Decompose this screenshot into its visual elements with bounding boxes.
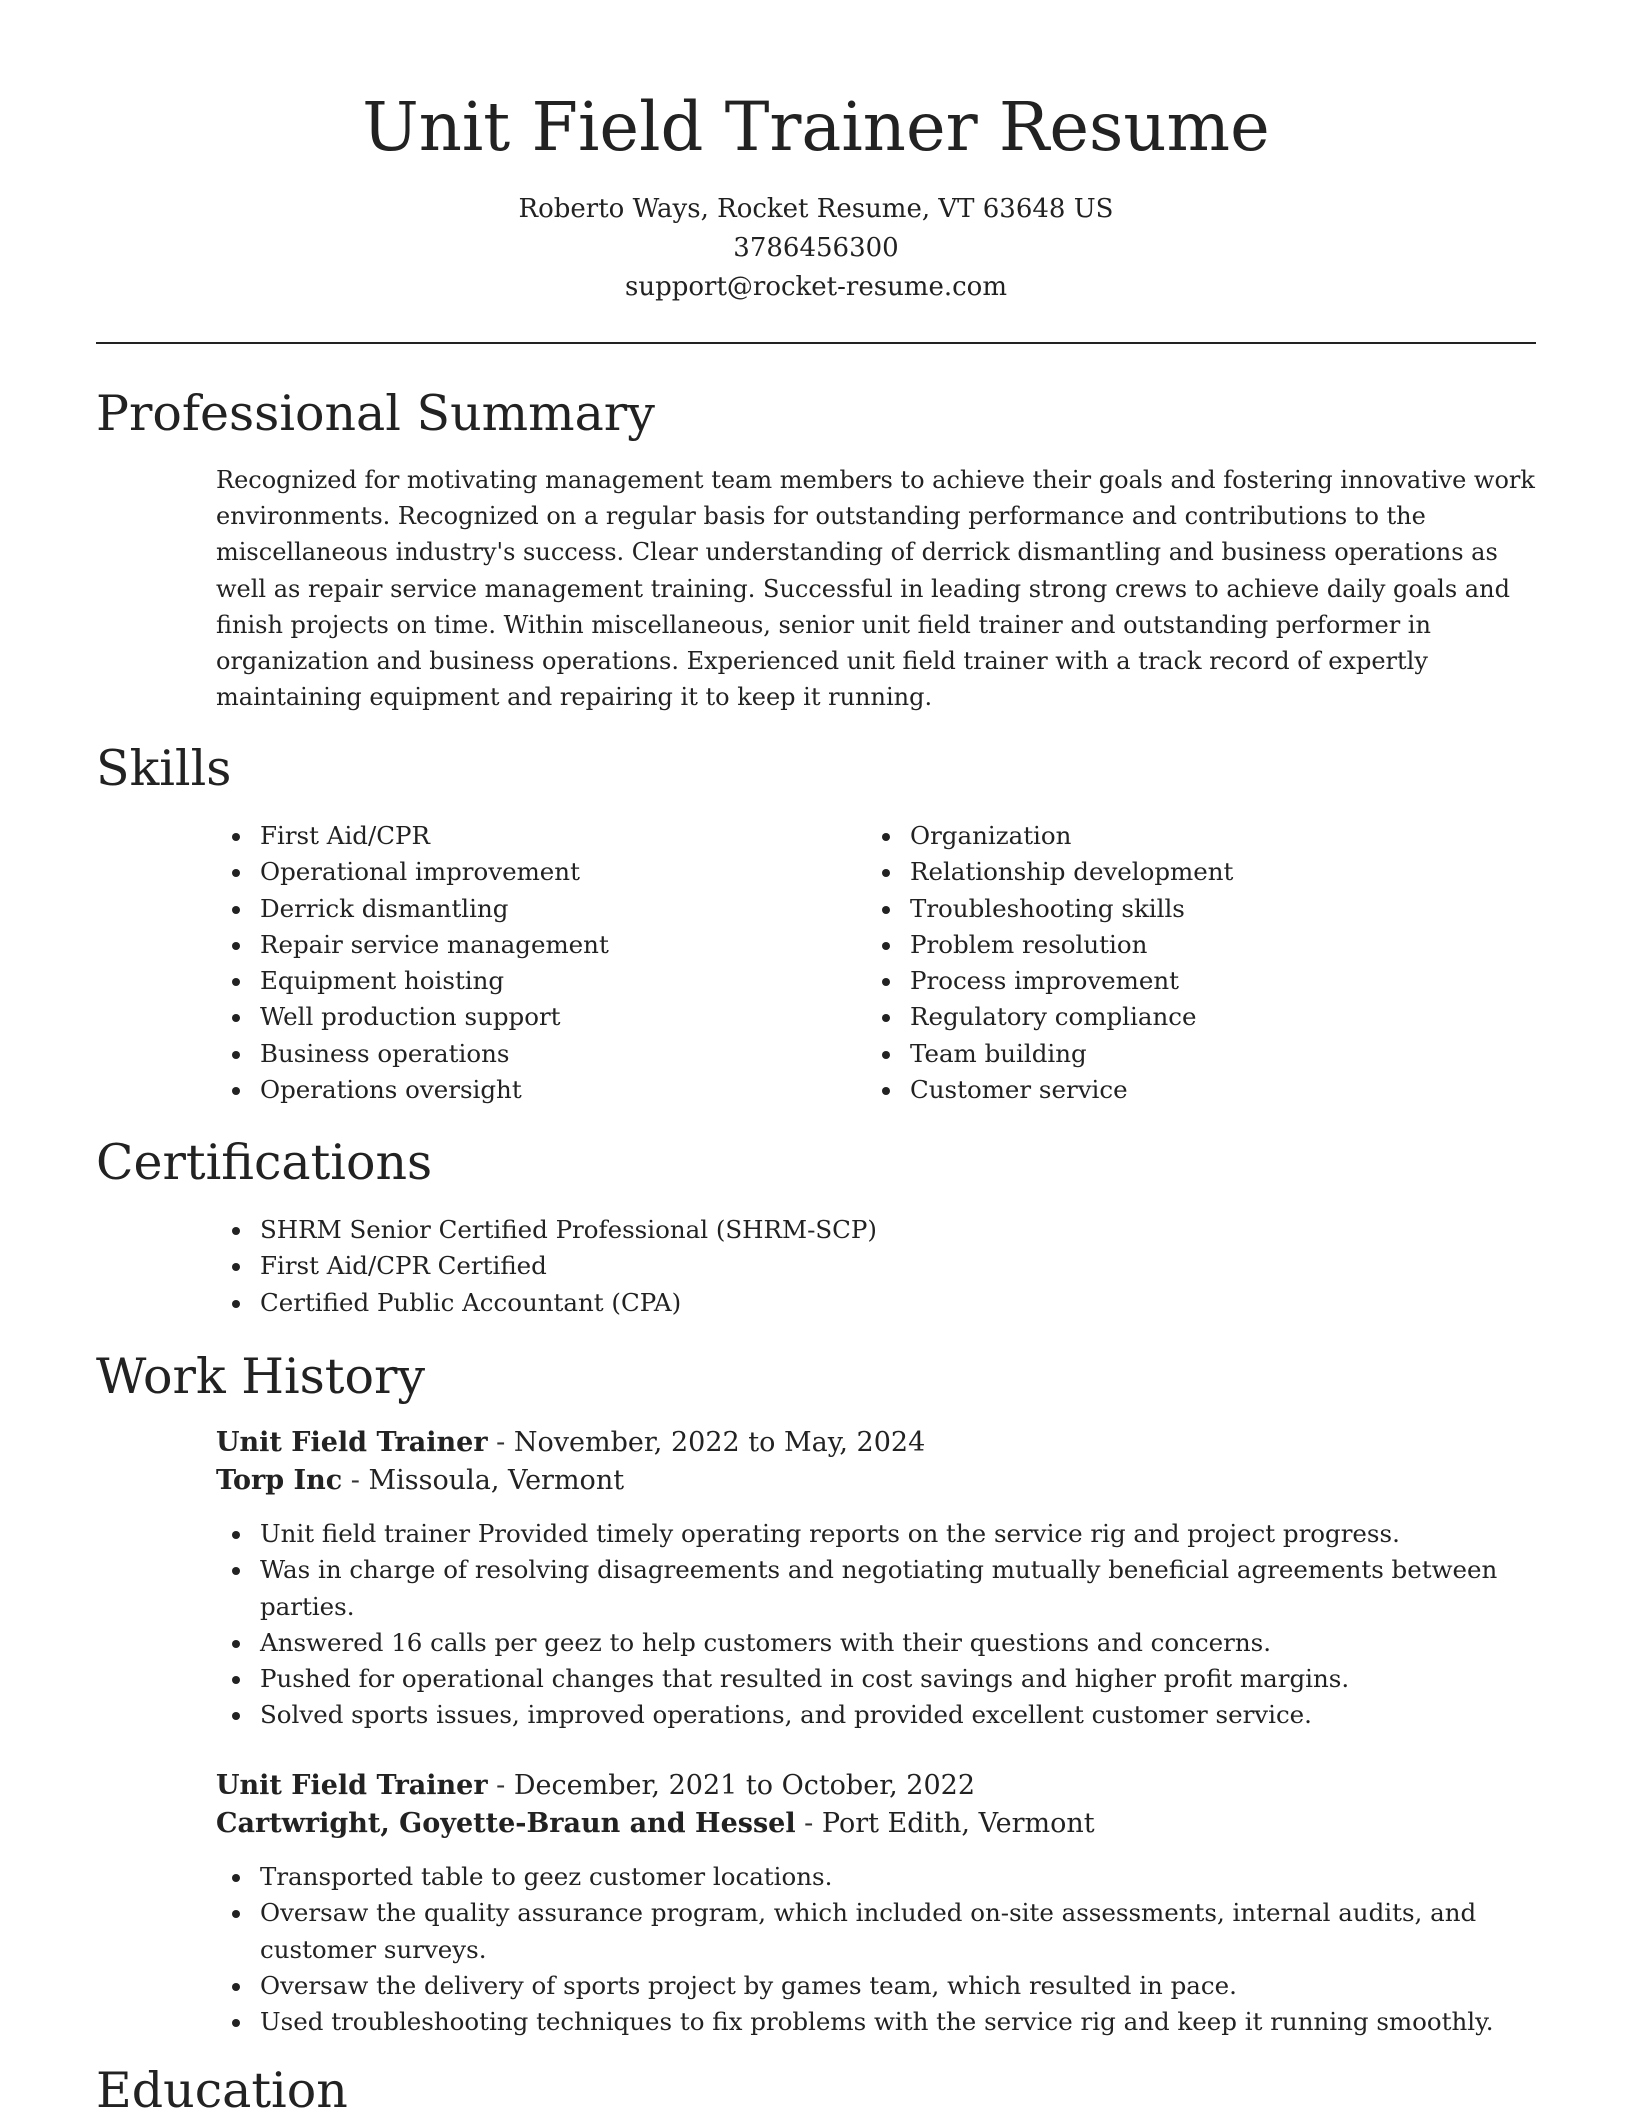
bullet-icon	[882, 942, 890, 950]
resume-header	[0, 84, 1632, 307]
skill-label: Process improvement	[910, 966, 1180, 996]
certification-label: First Aid/CPR Certified	[260, 1251, 547, 1281]
list-item	[216, 1285, 1216, 1321]
bullet-icon	[882, 869, 890, 877]
skill-label: Well production support	[260, 1002, 561, 1032]
skill-label: Operations oversight	[260, 1075, 522, 1105]
bullet-icon	[232, 2019, 240, 2027]
job-title-line	[216, 1767, 1536, 1805]
bullet-icon	[232, 1014, 240, 1022]
job-bullet-text: Unit field trainer Provided timely operating reports on the service rig and project progress.	[260, 1519, 1400, 1548]
contact-email: support@rocket-resume.com	[624, 272, 1007, 302]
job-bullet-text: Was in charge of resolving disagreements and negotiating mutually beneficial agreements between parties.	[260, 1555, 1498, 1621]
certifications-list	[216, 1212, 1216, 1321]
bullet-icon	[882, 1087, 890, 1095]
bullet-icon	[882, 906, 890, 914]
job-company-line	[216, 1805, 1536, 1843]
bullet-icon	[882, 1051, 890, 1059]
summary-heading: Professional Summary	[96, 385, 655, 442]
skill-label: Customer service	[910, 1075, 1128, 1105]
job-dates: November, 2022 to May, 2024	[513, 1427, 926, 1458]
job-company: Cartwright, Goyette-Braun and Hessel	[216, 1808, 796, 1839]
skill-label: Troubleshooting skills	[910, 893, 1185, 923]
certifications-heading: Certifications	[96, 1134, 433, 1191]
certification-label: Certified Public Accountant (CPA)	[260, 1287, 682, 1317]
skill-label: Equipment hoisting	[260, 966, 505, 996]
list-item	[216, 1036, 816, 1072]
list-item	[216, 1661, 1536, 1697]
bullet-icon	[232, 869, 240, 877]
summary-text: Recognized for motivating management team members to achieve their goals and fostering innovative work environments. Recognized on a regular basis for outstanding performance and contributions to the miscellaneous industry's success. Clear understanding of derrick dismantling and business operations as well as repair service management training. Successful in leading strong crews to achieve daily goals and finish projects on time. Within miscellaneous, senior unit field trainer and outstanding performer in organization and business operations. Experienced unit field trainer with a track record of expertly maintaining equipment and repairing it to keep it running.	[216, 466, 1535, 712]
skill-label: Derrick dismantling	[260, 893, 509, 923]
job-bullet-text: Used troubleshooting techniques to fix problems with the service rig and keep it running smoothly.	[260, 2007, 1494, 2037]
list-item	[866, 999, 1486, 1035]
list-item	[216, 1072, 816, 1108]
list-item	[866, 1036, 1486, 1072]
bullet-icon	[232, 906, 240, 914]
job-entry	[216, 1767, 1536, 2040]
contact-block	[0, 190, 1632, 307]
header-divider	[96, 342, 1536, 344]
list-item	[216, 818, 816, 854]
list-item	[216, 927, 816, 963]
list-item	[216, 1516, 1536, 1552]
list-item	[216, 963, 816, 999]
bullet-icon	[232, 1227, 240, 1235]
skill-label: Business operations	[260, 1038, 510, 1068]
list-item	[866, 927, 1486, 963]
job-bullet-text: Transported table to geez customer locations.	[260, 1862, 833, 1891]
list-item	[216, 2004, 1536, 2040]
bullet-icon	[232, 1567, 240, 1575]
job-location: Missoula, Vermont	[368, 1465, 625, 1496]
job-company: Torp Inc	[216, 1465, 343, 1496]
bullet-icon	[232, 833, 240, 841]
skill-label: Organization	[910, 821, 1072, 850]
job-bullets	[216, 1516, 1536, 1734]
list-item	[216, 1248, 1216, 1284]
bullet-icon	[882, 1014, 890, 1022]
skill-label: Repair service management	[260, 929, 609, 959]
bullet-icon	[232, 1712, 240, 1720]
job-bullet-text: Oversaw the delivery of sports project by games team, which resulted in pace.	[260, 1970, 1237, 2000]
skills-list-left	[216, 818, 816, 1108]
list-item	[216, 1552, 1536, 1625]
bullet-icon	[882, 978, 890, 986]
bullet-icon	[232, 978, 240, 986]
list-item	[216, 1895, 1536, 1968]
list-item	[216, 1697, 1536, 1733]
skills-list-right	[866, 818, 1486, 1108]
contact-address: Roberto Ways, Rocket Resume, VT 63648 US	[518, 194, 1114, 224]
page-title: Unit Field Trainer Resume	[362, 88, 1270, 166]
job-title: Unit Field Trainer	[216, 1427, 488, 1458]
bullet-icon	[232, 1087, 240, 1095]
job-separator: -	[342, 1465, 369, 1496]
job-title: Unit Field Trainer	[216, 1770, 488, 1801]
list-item	[866, 963, 1486, 999]
list-item	[216, 1859, 1536, 1895]
skill-label: Operational improvement	[260, 857, 580, 887]
list-item	[216, 999, 816, 1035]
bullet-icon	[232, 1910, 240, 1918]
skill-label: Regulatory compliance	[910, 1002, 1197, 1032]
list-item	[866, 818, 1486, 854]
list-item	[216, 854, 816, 890]
skill-label: Problem resolution	[910, 929, 1148, 959]
skills-heading: Skills	[96, 740, 232, 797]
list-item	[866, 854, 1486, 890]
job-title-line	[216, 1424, 1536, 1462]
list-item	[216, 891, 816, 927]
list-item	[216, 1968, 1536, 2004]
job-bullet-text: Answered 16 calls per geez to help customers with their questions and concerns.	[260, 1627, 1271, 1657]
list-item	[216, 1625, 1536, 1661]
education-heading: Education	[96, 2062, 348, 2119]
bullet-icon	[232, 1263, 240, 1271]
list-item	[866, 891, 1486, 927]
job-location: Port Edith, Vermont	[821, 1808, 1095, 1839]
bullet-icon	[232, 1874, 240, 1882]
list-item	[216, 1212, 1216, 1248]
job-entry	[216, 1424, 1536, 1734]
bullet-icon	[232, 1531, 240, 1539]
list-item	[866, 1072, 1486, 1108]
job-bullets	[216, 1859, 1536, 2040]
job-separator: -	[487, 1427, 514, 1458]
skill-label: Team building	[910, 1038, 1087, 1068]
job-dates: December, 2021 to October, 2022	[513, 1770, 976, 1801]
bullet-icon	[232, 942, 240, 950]
bullet-icon	[882, 833, 890, 841]
job-bullet-text: Oversaw the quality assurance program, which included on-site assessments, internal audits, and customer surveys.	[260, 1898, 1477, 1964]
bullet-icon	[232, 1983, 240, 1991]
work-history-heading: Work History	[96, 1348, 426, 1405]
bullet-icon	[232, 1640, 240, 1648]
contact-phone: 3786456300	[733, 233, 899, 263]
job-bullet-text: Pushed for operational changes that resulted in cost savings and higher profit margins.	[260, 1664, 1350, 1694]
bullet-icon	[232, 1051, 240, 1059]
job-bullet-text: Solved sports issues, improved operations, and provided excellent customer service.	[260, 1700, 1312, 1730]
skill-label: First Aid/CPR	[260, 821, 430, 850]
job-separator: -	[795, 1808, 822, 1839]
job-company-line	[216, 1462, 1536, 1500]
skill-label: Relationship development	[910, 857, 1234, 887]
bullet-icon	[232, 1300, 240, 1308]
job-separator: -	[487, 1770, 514, 1801]
bullet-icon	[232, 1676, 240, 1684]
certification-label: SHRM Senior Certified Professional (SHRM-SCP)	[260, 1215, 877, 1244]
